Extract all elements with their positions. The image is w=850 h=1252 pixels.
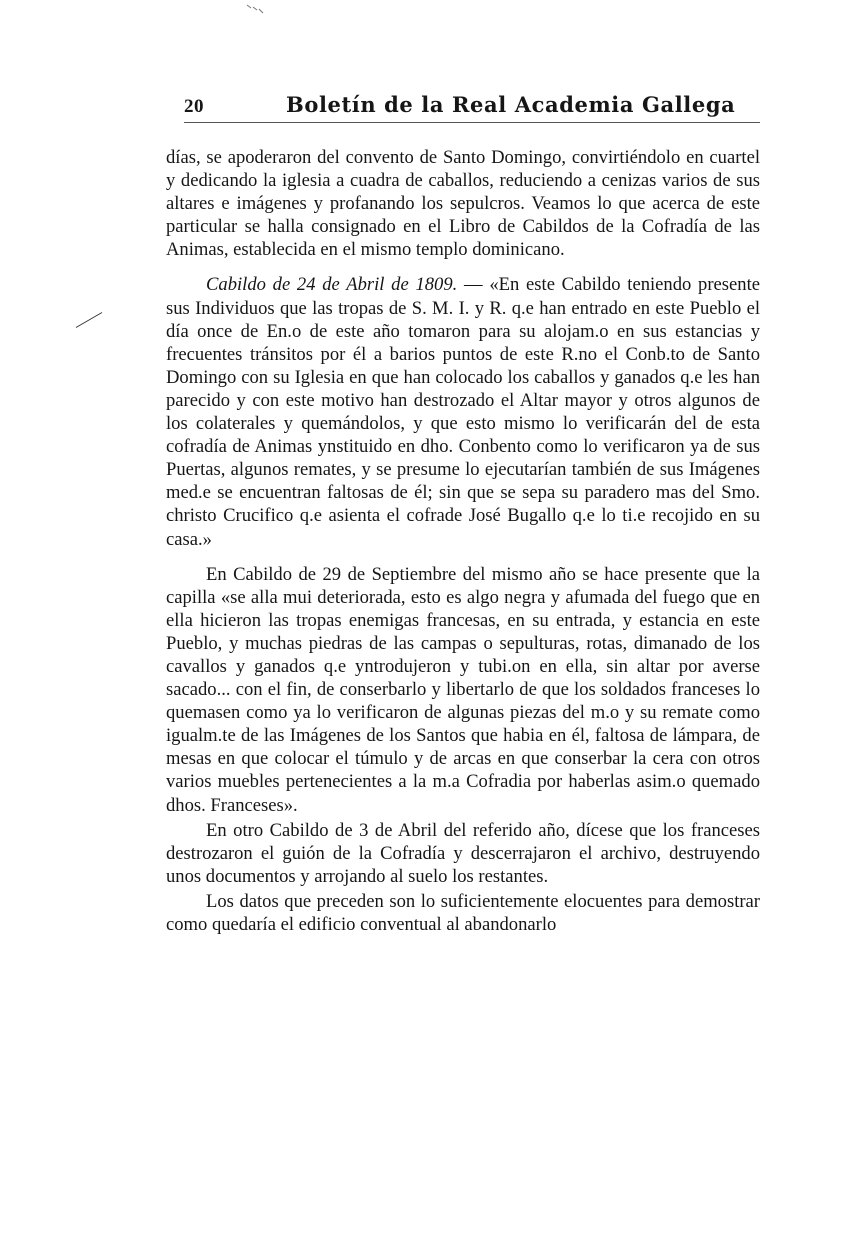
paragraph-5-text: Los datos que preceden son lo suficientemente elocuentes para demostrar como quedaría el edificio conventual al abandonarlo [166,890,760,935]
scan-speck-icon [246,4,264,14]
margin-pencil-mark [76,312,102,328]
page-number: 20 [184,96,204,117]
cabildo-heading: Cabildo de 24 de Abril de 1809. [206,274,458,296]
paragraph-1 [166,146,760,261]
header-rule [184,122,760,123]
body-text [166,146,760,936]
running-title: Boletín de la Real Academia Gallega [286,92,736,117]
paragraph-1-text: días, se apoderaron del convento de Santo Domingo, convirtiéndolo en cuartel y dedicando la iglesia a cuadra de caballos, reduciendo a cenizas varios de sus altares e imágenes y profanando los sepulcros. Veamos lo que acerca de este particular se halla consignado en el Libro de Cabildos de la Cofradía de las Animas, establecida en el mismo templo dominicano. [166,147,760,261]
paragraph-4-text: En otro Cabildo de 3 de Abril del referido año, dícese que los franceses destrozaron el guión de la Cofradía y descerrajaron el archivo, destruyendo unos documentos y arrojando al suelo los restantes. [166,819,760,887]
paragraph-5 [166,890,760,936]
paragraph-3-text: En Cabildo de 29 de Septiembre del mismo año se hace presente que la capilla «se alla mui deteriorada, esto es algo negra y afumada del fuego que en ella hicieron las tropas enemigas francesas, en su entrada, y estancia en este Pueblo, y muchas piedras de las campas o sepulturas, rotas, dimanado de los cavallos y ganados q.e yntrodujeron y tubi.on en ella, sin altar por averse sacado... con el fin, de conserbarlo y libertarlo de que los soldados franceses lo quemasen como ya lo verificaron de algunas piezas del m.o y su remate como igualm.te de las Imágenes de los Santos que habia en él, faltosa de lámpara, de mesas en que colocar el túmulo y de arcas en que conserbar la cera con otros varios muebles pertenecientes a la m.a Cofradia por haberlas asim.o quemado dhos. Franceses». [166,563,760,816]
paragraph-4 [166,819,760,888]
paragraph-2 [166,273,760,550]
paragraph-2-text: — «En este Cabildo teniendo presente sus Individuos que las tropas de S. M. I. y R. q.e han entrado en este Pueblo el día once de En.o de este año tomaron para su alojam.o en sus estancias y frecuentes tránsitos por él a barios puntos de este R.no el Conb.to de Santo Domingo con su Iglesia en que han colocado los caballos y ganados q.e les han parecido y con este motivo han destrozado el Altar mayor y otros algunos de los colaterales y quemándolos, y que esto mismo lo verificarán del de esta cofradía de Animas ynstituido en dho. Conbento como lo verificaron ya de sus Puertas, algunos remates, y se presume lo ejecutarían también de sus Imágenes med.e se encuentran faltosas de él; sin que se sepa su paradero mas del Smo. christo Crucifico q.e asienta el cofrade José Bugallo q.e lo ti.e recojido en su casa.» [166,274,760,550]
paragraph-3 [166,563,760,817]
page-header [184,92,760,124]
